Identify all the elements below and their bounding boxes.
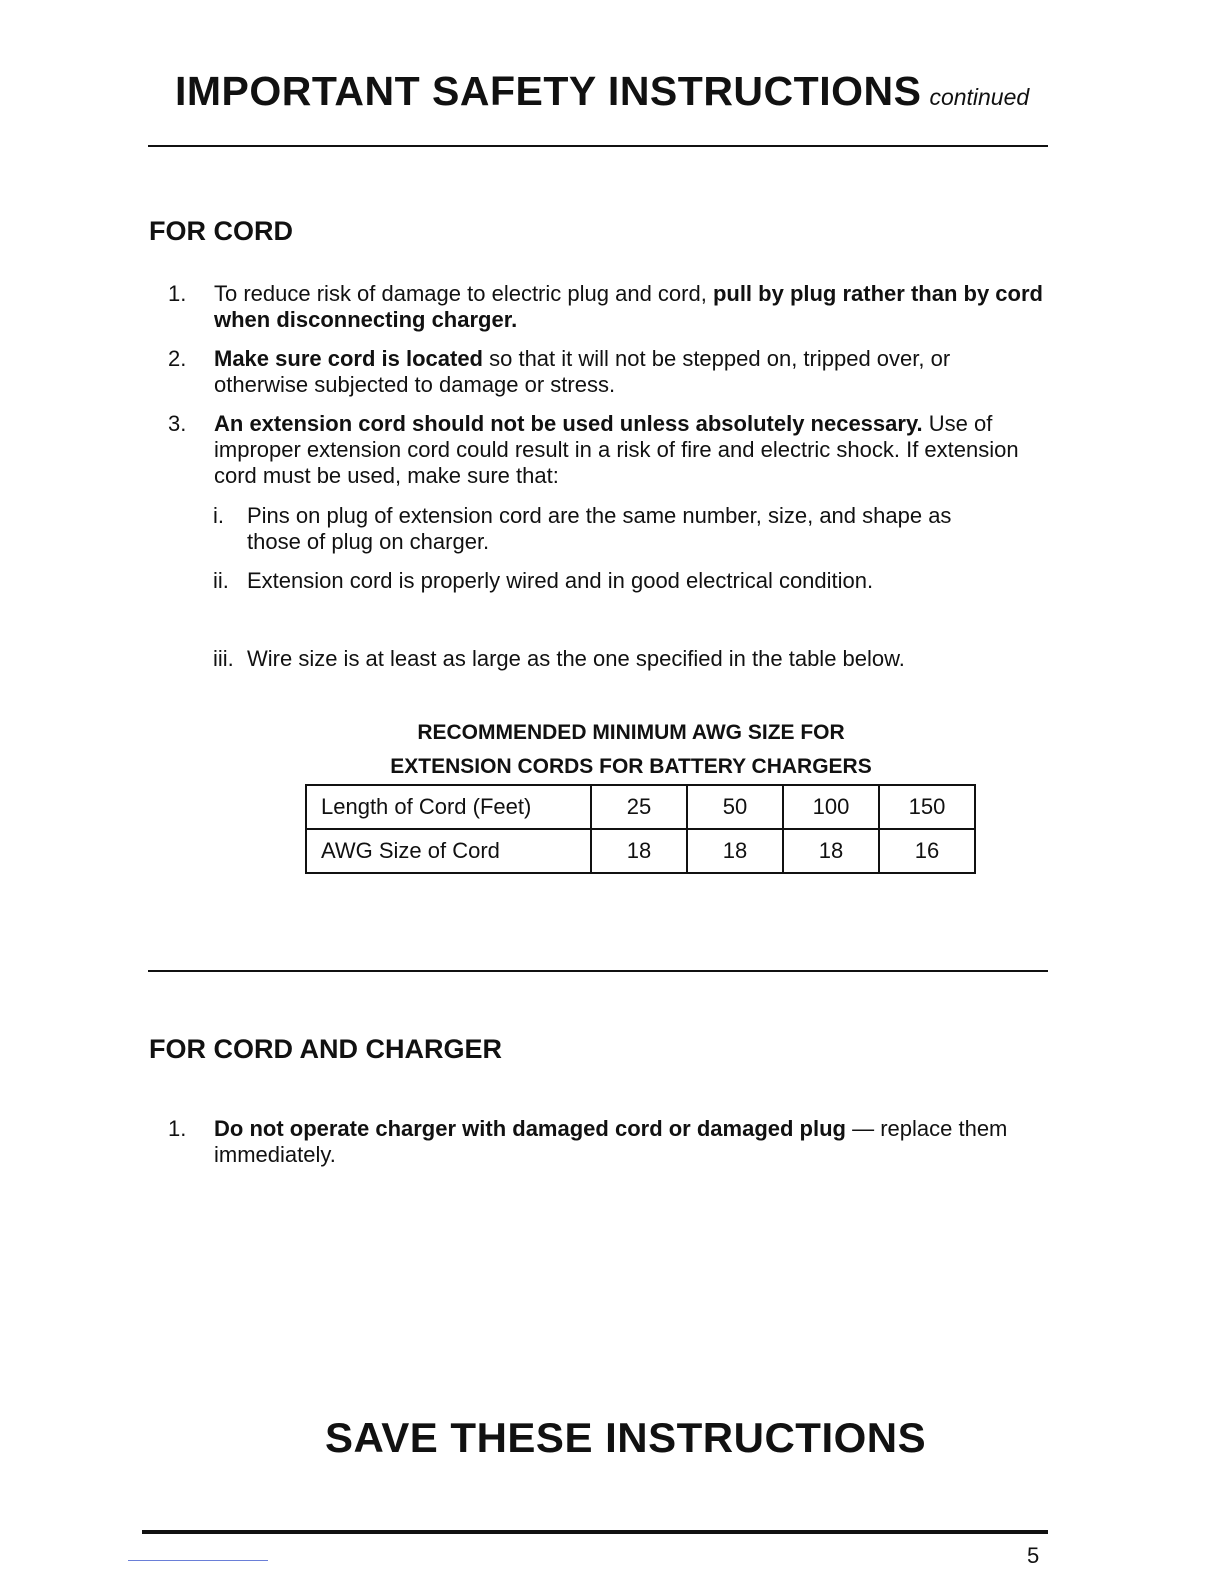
item-number: 3. [168, 411, 187, 436]
table-row [306, 785, 975, 829]
cord-sub-item-i [213, 503, 1013, 557]
table-cell: 150 [879, 785, 975, 829]
item-text-bold: Make sure cord is located [214, 346, 483, 371]
cord-sub-item-iii [213, 646, 1013, 674]
section-heading-for-cord: FOR CORD [149, 216, 293, 246]
header-divider [148, 145, 1048, 147]
item-text-plain-after: Use of improper extension cord could result in a risk of fire and electric shock. If extension cord must be used, make sure that: [214, 411, 1019, 488]
table-row-label: Length of Cord (Feet) [306, 785, 591, 829]
sub-item-number: i. [213, 503, 224, 528]
awg-caption-line-2: EXTENSION CORDS FOR BATTERY CHARGERS [390, 755, 872, 778]
table-cell: 100 [783, 785, 879, 829]
cord-item-1 [168, 281, 1068, 335]
cord-item-2 [168, 346, 1068, 400]
sub-item-text: Wire size is at least as large as the one specified in the table below. [247, 646, 905, 671]
item-text-bold: pull by plug rather than by cord when disconnecting charger. [214, 281, 1043, 332]
table-cell: 25 [591, 785, 687, 829]
cord-sub-item-ii [213, 568, 1013, 596]
table-row-label: AWG Size of Cord [306, 829, 591, 873]
table-cell: 18 [687, 829, 783, 873]
section-heading-for-cord-and-charger: FOR CORD AND CHARGER [149, 1034, 502, 1064]
item-text-plain-after: — replace them immediately. [214, 1116, 1008, 1167]
item-number: 1. [168, 1116, 187, 1141]
item-text [214, 281, 1044, 333]
footer-link-underline [128, 1560, 268, 1561]
sub-item-number: ii. [213, 568, 229, 593]
page-number: 5 [1027, 1543, 1040, 1568]
item-text-plain: To reduce risk of damage to electric plug and cord, [214, 281, 713, 306]
table-cell: 50 [687, 785, 783, 829]
item-number: 1. [168, 281, 187, 306]
awg-table-caption [301, 716, 961, 784]
item-text-bold: An extension cord should not be used unless absolutely necessary. [214, 411, 923, 436]
sub-item-text: Pins on plug of extension cord are the same number, size, and shape as those of plug on charger. [247, 503, 952, 554]
item-text-bold: Do not operate charger with damaged cord or damaged plug [214, 1116, 846, 1141]
awg-caption-line-1: RECOMMENDED MINIMUM AWG SIZE FOR [417, 721, 845, 744]
item-text [214, 1116, 1024, 1168]
item-text [214, 346, 1044, 398]
title-text: IMPORTANT SAFETY INSTRUCTIONS [175, 68, 922, 114]
page-title [175, 68, 1029, 115]
item-text [214, 411, 1034, 489]
table-cell: 18 [591, 829, 687, 873]
footer-rule [142, 1530, 1048, 1534]
cord-charger-item-1 [168, 1116, 1068, 1170]
item-text-plain-after: so that it will not be stepped on, tripped over, or otherwise subjected to damage or stress. [214, 346, 951, 397]
title-continued: continued [929, 84, 1030, 110]
sub-item-text: Extension cord is properly wired and in good electrical condition. [247, 568, 874, 593]
save-instructions-heading: SAVE THESE INSTRUCTIONS [325, 1414, 927, 1461]
section-divider [148, 970, 1048, 972]
sub-item-number: iii. [213, 646, 234, 671]
cord-item-3 [168, 411, 1068, 491]
table-cell: 16 [879, 829, 975, 873]
table-row [306, 829, 975, 873]
item-number: 2. [168, 346, 187, 371]
awg-size-table [305, 784, 976, 874]
table-cell: 18 [783, 829, 879, 873]
